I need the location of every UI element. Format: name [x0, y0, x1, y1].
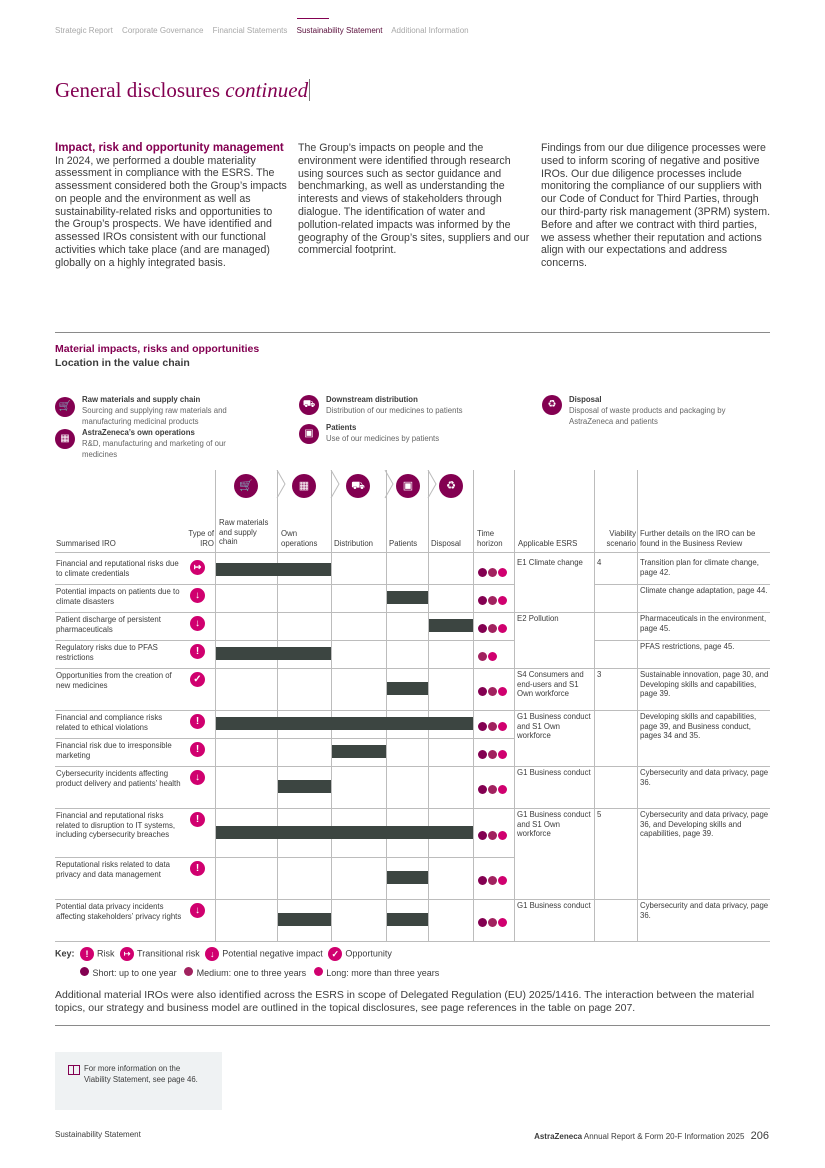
applicable-esrs: E2 Pollution: [517, 614, 559, 623]
key-legend: [55, 947, 392, 961]
horizon-dot-icon: [478, 687, 487, 696]
horizon-dot-icon: [498, 596, 507, 605]
bottom-divider: [55, 1025, 770, 1026]
further-details: Climate change adaptation, page 44.: [640, 586, 768, 595]
table-column-line: [428, 470, 429, 941]
transitional-risk-icon: ↦: [120, 947, 134, 961]
horizon-dot-icon: [488, 750, 497, 759]
table-column-line: [215, 470, 216, 941]
value-chain-bar: [278, 780, 331, 793]
horizon-dot-icon: [488, 918, 497, 927]
table-row-line: [55, 941, 514, 942]
table-row-line: [55, 640, 514, 641]
value-chain-chevrons: [215, 470, 473, 510]
info-box: [55, 1052, 222, 1110]
legend-own-desc: R&D, manufacturing and marketing of our medicines: [82, 439, 226, 459]
horizon-dot-icon: [498, 722, 507, 731]
legend-disposal-title: Disposal: [569, 395, 602, 404]
nav-sustainability-statement[interactable]: Sustainability Statement: [296, 26, 383, 35]
negative-impact-icon: ↓: [190, 903, 205, 918]
time-horizon-dots: [478, 827, 508, 845]
table-row-line: [55, 668, 514, 669]
risk-icon: !: [80, 947, 94, 961]
table-row-line: [594, 640, 770, 641]
time-horizon-dots: [478, 620, 508, 638]
horizon-dot-icon: [498, 876, 507, 885]
time-horizon-dots: [478, 718, 508, 736]
horizon-dot-icon: [478, 568, 487, 577]
intro-text-3: Findings from our due diligence processes were used to inform scoring of negative and positive IROs. Our due diligence processes include monitoring the compliance of our suppliers with our Code of Conduct for Third Parties, through our third-party risk management (3PRM) system. Before and after we contract with third parties, we assess whether their reputation and actions align with our expectations and address concerns.: [541, 142, 771, 270]
further-details: Transition plan for climate change, page 42.: [640, 558, 759, 577]
iro-name: Reputational risks related to data privacy and data management: [56, 860, 170, 879]
horizon-dot-icon: [478, 722, 487, 731]
value-chain-bar: [216, 563, 331, 576]
table-row-line: [55, 808, 514, 809]
iro-name: Financial and reputational risks related to disruption to IT systems, including cybersecurity breaches: [56, 811, 176, 840]
iro-name: Potential impacts on patients due to climate disasters: [56, 587, 180, 606]
horizon-dot-icon: [498, 568, 507, 577]
header-further-details: Further details on the IRO can be found in the Business Review: [640, 529, 756, 548]
viability-scenario: 4: [597, 558, 602, 567]
page-title-italic: continued: [225, 78, 309, 102]
iro-name: Financial risk due to irresponsible marketing: [56, 741, 172, 760]
key-negative: Potential negative impact: [222, 948, 323, 959]
building-icon: ▦: [292, 474, 316, 498]
nav-financial-statements[interactable]: Financial Statements: [212, 26, 288, 35]
table-row-line: [514, 710, 770, 711]
risk-icon: !: [190, 861, 205, 876]
horizon-dot-icon: [488, 722, 497, 731]
iro-name: Regulatory risks due to PFAS restrictions: [56, 643, 158, 662]
risk-icon: !: [190, 714, 205, 729]
iro-name: Opportunities from the creation of new medicines: [56, 671, 172, 690]
key-medium: Medium: one to three years: [196, 968, 307, 978]
table-header-line: [55, 552, 770, 553]
applicable-esrs: E1 Climate change: [517, 558, 583, 567]
nav-additional-information[interactable]: Additional Information: [391, 26, 469, 35]
legend-distribution-desc: Distribution of our medicines to patients: [326, 406, 463, 415]
footer-report: Annual Report & Form 20-F Information 2025: [583, 1132, 745, 1141]
time-horizon-dots: [478, 781, 508, 799]
footer-brand: AstraZeneca: [534, 1132, 583, 1141]
risk-icon: !: [190, 644, 205, 659]
value-chain-bar: [216, 647, 331, 660]
horizon-dot-icon: [488, 831, 497, 840]
table-row-line: [514, 766, 770, 767]
horizon-dot-icon: [478, 785, 487, 794]
table-column-line: [514, 470, 515, 941]
table-row-line: [55, 738, 514, 739]
truck-icon: ⛟: [299, 395, 319, 415]
medium-dot-icon: [184, 967, 193, 976]
cart-icon: 🛒: [55, 397, 75, 417]
intro-text-2: The Group’s impacts on people and the environment were identified through research using sources such as sector guidance and benchmarking, as well as understanding the interests and views of stakeholders through dialogue. The identification of water and pollution-related impacts was informed by the geography of the Group’s sites, suppliers and our commercial footprint.: [298, 142, 530, 257]
horizon-dot-icon: [478, 750, 487, 759]
book-icon: [68, 1065, 80, 1075]
horizon-dot-icon: [478, 876, 487, 885]
horizon-dot-icon: [488, 785, 497, 794]
legend-patients-desc: Use of our medicines by patients: [326, 434, 440, 443]
intro-text-1: In 2024, we performed a double materiality assessment in compliance with the ESRS. The assessment considered both the Group’s impacts on people and the environment as well as sustainability-related risks and opportunities to the Group’s prospects. We have identified and assessed IROs consistent with our functional activities which take place (and are managed) globally on a highly integrated basis.: [55, 154, 287, 269]
time-horizon-dots: [478, 872, 508, 890]
horizon-dot-icon: [488, 876, 497, 885]
key-transitional: Transitional risk: [137, 948, 200, 959]
opportunity-icon: ✓: [328, 947, 342, 961]
iro-name: Cybersecurity incidents affecting product delivery and patients’ health: [56, 769, 181, 788]
header-disposal: Disposal: [431, 539, 461, 548]
horizon-dot-icon: [488, 652, 497, 661]
horizon-dot-icon: [488, 687, 497, 696]
further-details: PFAS restrictions, page 45.: [640, 642, 735, 651]
table-column-line: [594, 470, 595, 941]
value-chain-bar: [332, 745, 386, 758]
horizon-dot-icon: [478, 624, 487, 633]
table-row-line: [55, 857, 514, 858]
table-row-line: [55, 584, 514, 585]
legend-patients-title: Patients: [326, 423, 357, 432]
recycle-icon: ♻: [439, 474, 463, 498]
further-details: Developing skills and capabilities, page 39, and Business conduct, pages 34 and 35.: [640, 712, 757, 741]
value-chain-bar: [429, 619, 473, 632]
further-details: Cybersecurity and data privacy, page 36.: [640, 901, 769, 920]
value-chain-bar: [216, 826, 473, 839]
iro-name: Financial and compliance risks related to ethical violations: [56, 713, 163, 732]
table-column-line: [331, 470, 332, 941]
applicable-esrs: G1 Business conduct: [517, 901, 591, 910]
header-distribution: Distribution: [334, 539, 373, 548]
header-raw-materials: Raw materials and supply chain: [219, 518, 269, 547]
value-chain-bar: [387, 591, 428, 604]
key-short: Short: up to one year: [92, 968, 177, 978]
value-chain-bar: [278, 913, 331, 926]
horizon-dot-icon: [498, 624, 507, 633]
truck-icon: ⛟: [346, 474, 370, 498]
applicable-esrs: S4 Consumers and end-users and S1 Own workforce: [517, 670, 584, 699]
horizon-dot-icon: [498, 750, 507, 759]
short-dot-icon: [80, 967, 89, 976]
horizon-dot-icon: [498, 918, 507, 927]
value-chain-bar: [216, 717, 473, 730]
table-row-line: [514, 808, 770, 809]
risk-icon: !: [190, 742, 205, 757]
further-details: Sustainable innovation, page 30, and Developing skills and capabilities, page 39.: [640, 670, 769, 699]
header-summarised-iro: Summarised IRO: [56, 539, 116, 548]
section-subtitle: Location in the value chain: [55, 357, 190, 369]
further-details: Pharmaceuticals in the environment, page 45.: [640, 614, 767, 633]
table-row-line: [55, 766, 514, 767]
key-label: Key:: [55, 948, 75, 959]
header-patients: Patients: [389, 539, 418, 548]
table-column-line: [473, 470, 474, 941]
table-column-line: [277, 470, 278, 941]
further-details: Cybersecurity and data privacy, page 36, and Developing skills and capabilities, page 39.: [640, 810, 769, 839]
applicable-esrs: G1 Business conduct and S1 Own workforce: [517, 712, 591, 741]
footer-right: [534, 1130, 769, 1142]
value-chain-bar: [387, 913, 428, 926]
horizon-dot-icon: [498, 687, 507, 696]
horizon-dot-icon: [478, 652, 487, 661]
nav-strategic-report[interactable]: Strategic Report: [55, 26, 113, 35]
horizon-dot-icon: [478, 831, 487, 840]
header-viability-scenario: Viability scenario: [606, 529, 636, 548]
table-column-line: [637, 470, 638, 941]
medicine-bottle-icon: ▣: [396, 474, 420, 498]
horizon-dot-icon: [488, 596, 497, 605]
iro-name: Financial and reputational risks due to climate credentials: [56, 559, 179, 578]
negative-impact-icon: ↓: [190, 588, 205, 603]
time-horizon-dots: [478, 592, 508, 610]
header-type-of-iro: Type of IRO: [188, 529, 214, 548]
time-horizon-dots: [478, 648, 498, 666]
key-risk: Risk: [97, 948, 115, 959]
section-title: Material impacts, risks and opportunities: [55, 343, 260, 355]
negative-impact-icon: ↓: [190, 770, 205, 785]
page-number: 206: [750, 1130, 769, 1142]
time-horizon-dots: [478, 564, 508, 582]
footer-section: Sustainability Statement: [55, 1130, 141, 1139]
info-box-text: For more information on the Viability Statement, see page 46.: [84, 1064, 198, 1084]
intro-heading: Impact, risk and opportunity management: [55, 142, 284, 154]
table-row-line: [594, 584, 770, 585]
horizon-dot-icon: [498, 785, 507, 794]
long-dot-icon: [314, 967, 323, 976]
negative-impact-icon: ↓: [205, 947, 219, 961]
iro-name: Potential data privacy incidents affecting stakeholders’ privacy rights: [56, 902, 182, 921]
time-horizon-dots: [478, 914, 508, 932]
table-row-line: [514, 668, 770, 669]
key-long: Long: more than three years: [326, 968, 440, 978]
nav-corporate-governance[interactable]: Corporate Governance: [122, 26, 204, 35]
legend-own-title: AstraZeneca’s own operations: [82, 428, 195, 437]
time-horizon-dots: [478, 746, 508, 764]
applicable-esrs: G1 Business conduct: [517, 768, 591, 777]
horizon-dot-icon: [478, 918, 487, 927]
table-row-line: [55, 612, 514, 613]
value-chain-bar: [387, 871, 428, 884]
key-horizon: [80, 967, 439, 978]
recycle-icon: ♻: [542, 395, 562, 415]
header-own-operations: Own operations: [281, 529, 318, 548]
header-applicable-esrs: Applicable ESRS: [518, 539, 578, 548]
value-chain-bar: [387, 682, 428, 695]
viability-scenario: 3: [597, 670, 602, 679]
iro-name: Patient discharge of persistent pharmaceuticals: [56, 615, 161, 634]
table-row-line: [514, 612, 770, 613]
further-details: Cybersecurity and data privacy, page 36.: [640, 768, 769, 787]
table-row-line: [514, 899, 770, 900]
horizon-dot-icon: [498, 831, 507, 840]
page-title-main: General disclosures: [55, 78, 221, 102]
transitional-risk-icon: ↦: [190, 560, 205, 575]
table-row-line: [55, 710, 514, 711]
legend-distribution-title: Downstream distribution: [326, 395, 418, 404]
viability-scenario: 5: [597, 810, 602, 819]
time-horizon-dots: [478, 683, 508, 701]
additional-note: Additional material IROs were also identified across the ESRS in scope of Delegated Regulation (EU) 2025/1416. The interaction between the material topics, our strategy and business model are outlined in the topical disclosures, see page references in the table on page 207.: [55, 989, 755, 1014]
legend-disposal-desc: Disposal of waste products and packaging by AstraZeneca and patients: [569, 406, 726, 426]
horizon-dot-icon: [488, 624, 497, 633]
legend-raw-desc: Sourcing and supplying raw materials and manufacturing medicinal products: [82, 406, 227, 426]
key-opportunity: Opportunity: [345, 948, 392, 959]
horizon-dot-icon: [488, 568, 497, 577]
table-row-line: [514, 941, 770, 942]
applicable-esrs: G1 Business conduct and S1 Own workforce: [517, 810, 591, 839]
medicine-bottle-icon: ▣: [299, 424, 319, 444]
opportunity-icon: ✓: [190, 672, 205, 687]
horizon-dot-icon: [478, 596, 487, 605]
header-time-horizon: Time horizon: [477, 529, 503, 548]
building-icon: ▦: [55, 429, 75, 449]
negative-impact-icon: ↓: [190, 616, 205, 631]
table-row-line: [55, 899, 514, 900]
legend-raw-title: Raw materials and supply chain: [82, 395, 201, 404]
cart-icon: 🛒: [234, 474, 258, 498]
risk-icon: !: [190, 812, 205, 827]
